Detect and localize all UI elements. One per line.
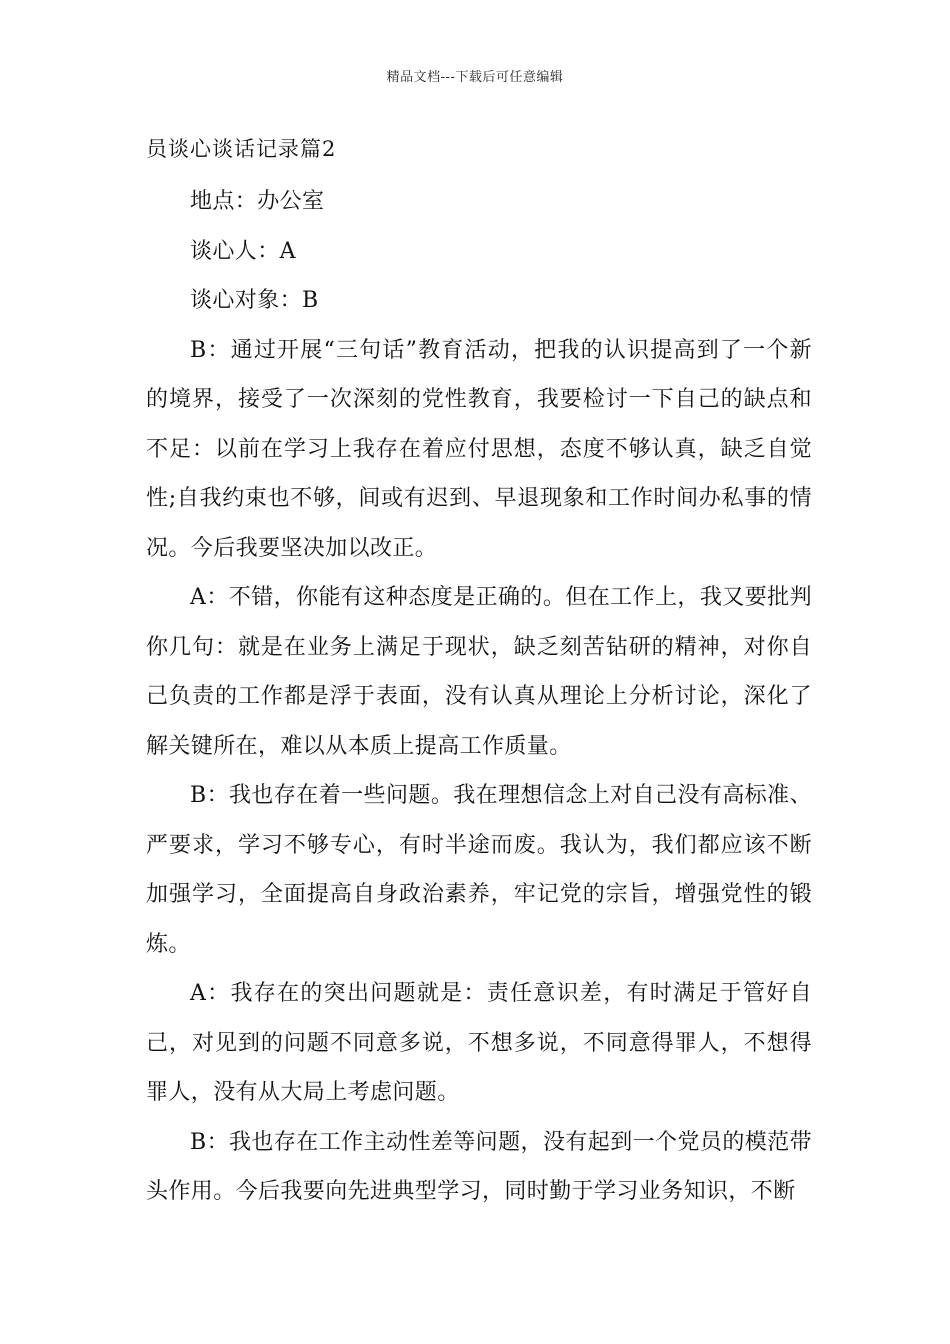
paragraph-dialogue: A：不错，你能有这种态度是正确的。但在工作上，我又要批判你几句：就是在业务上满足于现状，缺乏刻苦钻研的精神，对你自己负责的工作都是浮于表面，没有认真从理论上分析讨论，深化了解关键所在，难以从本质上提高工作质量。 [146, 585, 812, 759]
paragraph-speaker: 谈心人：A [190, 238, 296, 264]
header-note: 精品文档---下载后可任意编辑 [386, 70, 564, 85]
paragraph-listener: 谈心对象：B [190, 288, 319, 313]
document-body [146, 177, 812, 1217]
paragraph-dialogue: B：我也存在着一些问题。我在理想信念上对自己没有高标准、严要求，学习不够专心，有时半途而废。我认为，我们都应该不断加强学习，全面提高自身政治素养，牢记党的宗旨，增强党性的锻炼。 [146, 783, 812, 957]
paragraph-location: 地点：办公室 [190, 189, 325, 214]
paragraph-dialogue: A：我存在的突出问题就是：责任意识差，有时满足于管好自己，对见到的问题不同意多说，不想多说，不同意得罪人，不想得罪人，没有从大局上考虑问题。 [146, 981, 812, 1105]
paragraph-dialogue: B：我也存在工作主动性差等问题，没有起到一个党员的模范带头作用。今后我要向先进典型学习，同时勤于学习业务知识，不断 [146, 1129, 812, 1204]
document-title: 员谈心谈话记录篇2 [146, 137, 337, 161]
paragraph-dialogue: B：通过开展“三句话”教育活动，把我的认识提高到了一个新的境界，接受了一次深刻的党性教育，我要检讨一下自己的缺点和不足：以前在学习上我存在着应付思想，态度不够认真，缺乏自觉性;自我约束也不够，间或有迟到、早退现象和工作时间办私事的情况。今后我要坚决加以改正。 [146, 337, 812, 561]
